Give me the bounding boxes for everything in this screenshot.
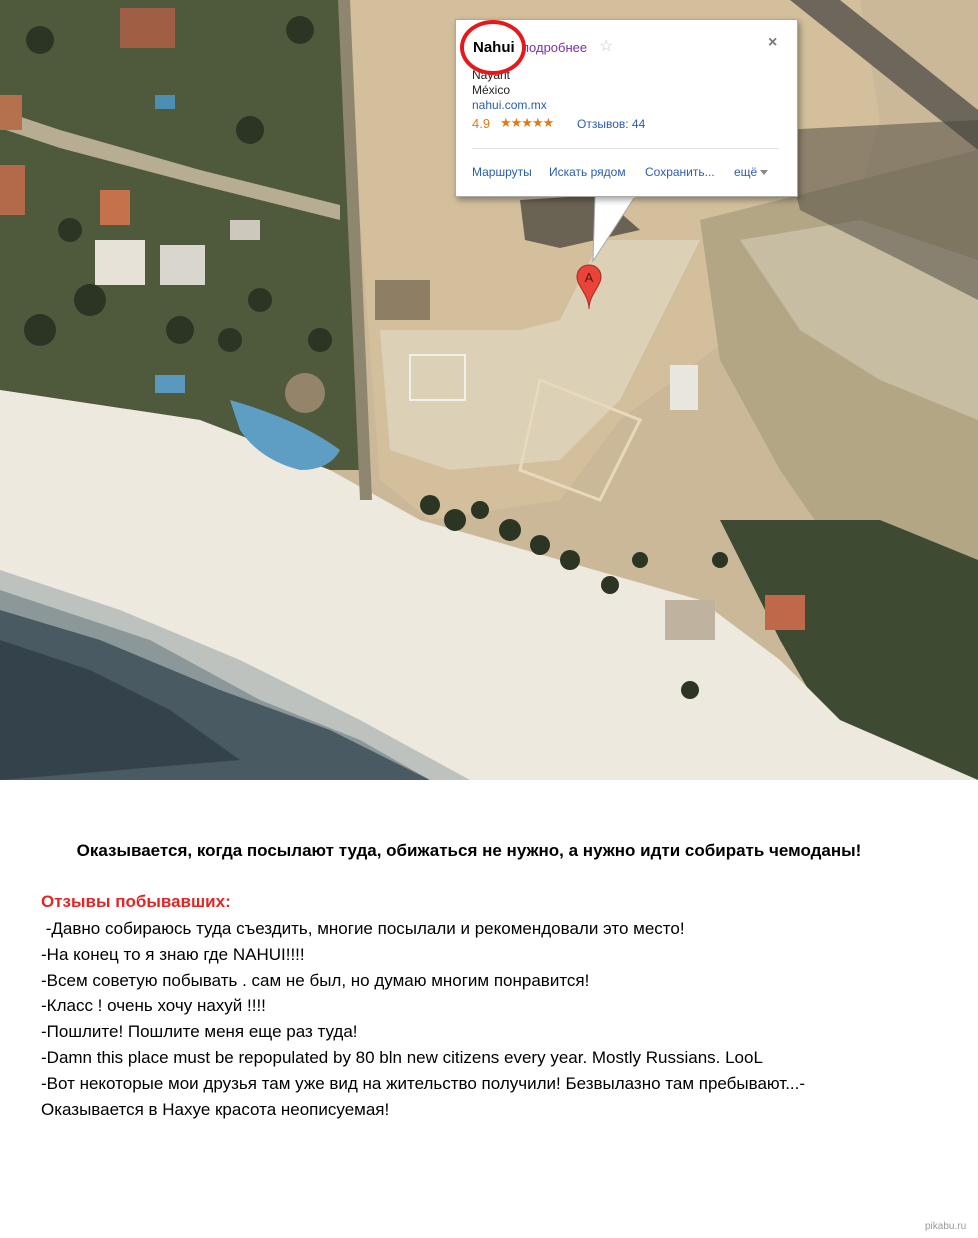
save-button[interactable]: Сохранить... <box>645 165 715 179</box>
review-item: -Damn this place must be repopulated by 80 bln new citizens every year. Mostly Russians. LooL <box>41 1047 763 1067</box>
website-link[interactable]: nahui.com.mx <box>472 98 547 112</box>
reviews-count-link[interactable]: Отзывов: 44 <box>577 117 646 131</box>
address-region: Nayarit <box>472 68 511 82</box>
rating-stars: ★★★★★ <box>500 115 554 130</box>
review-item: -На конец то я знаю где NAHUI!!!! <box>41 944 305 964</box>
place-info-window <box>455 19 798 197</box>
address-country: México <box>472 83 511 97</box>
review-item: -Вот некоторые мои друзья там уже вид на жительство получили! Безвылазно там пребывают...- <box>41 1073 806 1093</box>
headline: Оказывается, когда посылают туда, обижаться не нужно, а нужно идти собирать чемоданы! <box>76 841 862 860</box>
review-item: Оказывается в Нахуе красота неописуемая! <box>41 1099 390 1119</box>
details-link[interactable]: подробнее <box>522 40 588 55</box>
chevron-down-icon <box>760 170 768 175</box>
review-item: -Давно собираюсь туда съездить, многие посылали и рекомендовали это место! <box>41 919 685 938</box>
review-list <box>41 916 941 1122</box>
map-pin-icon[interactable] <box>576 263 602 311</box>
reviews-title: Отзывы побывавших: <box>41 892 231 911</box>
star-icon[interactable]: ☆ <box>599 38 614 55</box>
review-item: -Класс ! очень хочу нахуй !!!! <box>41 996 266 1016</box>
more-menu-button[interactable] <box>734 165 768 179</box>
marker-label: A <box>584 270 594 285</box>
place-name[interactable]: Nahui <box>473 39 515 56</box>
bubble-pointer <box>590 195 650 265</box>
more-label: ещё <box>734 165 758 179</box>
search-nearby-button[interactable]: Искать рядом <box>549 165 626 179</box>
close-icon[interactable]: × <box>768 34 778 51</box>
rating-value: 4.9 <box>472 116 491 131</box>
review-item: -Всем советую побывать . сам не был, но думаю многим понравится! <box>41 970 590 990</box>
routes-button[interactable]: Маршруты <box>472 165 532 179</box>
divider <box>472 148 779 149</box>
watermark: pikabu.ru <box>925 1221 967 1232</box>
review-item: -Пошлите! Пошлите меня еще раз туда! <box>41 1022 358 1042</box>
